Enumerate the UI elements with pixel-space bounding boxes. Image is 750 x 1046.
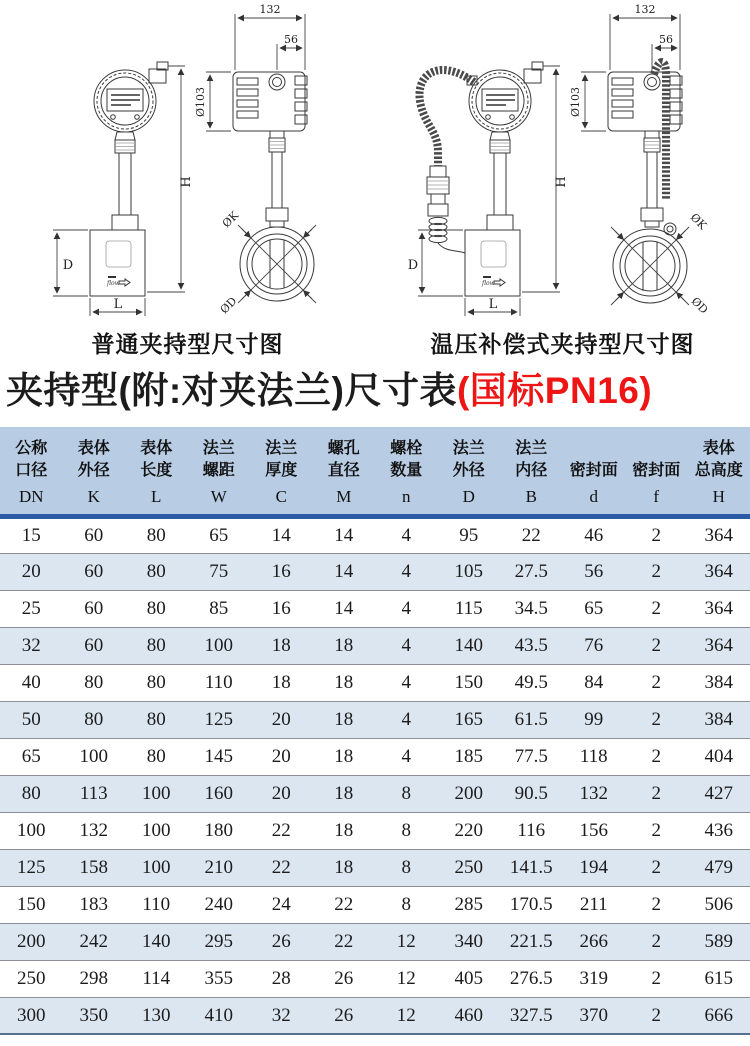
flexible-conduit: [419, 70, 474, 166]
table-cell: 210: [188, 849, 251, 886]
table-cell: 4: [375, 627, 438, 664]
table-cell: 80: [63, 664, 126, 701]
table-row: [0, 886, 750, 923]
table-cell: 26: [313, 997, 376, 1034]
table-cell: 2: [625, 775, 688, 812]
table-cell: 364: [688, 627, 750, 664]
table-cell: 84: [563, 664, 626, 701]
page-title: [6, 362, 750, 419]
table-cell: 8: [375, 886, 438, 923]
table-cell: 130: [125, 997, 188, 1034]
table-cell: 32: [250, 997, 313, 1034]
table-cell: 2: [625, 812, 688, 849]
column-header: 表体 总高度 H: [688, 427, 750, 516]
table-cell: 113: [63, 775, 126, 812]
table-cell: 24: [250, 886, 313, 923]
front-view-compensated: [408, 62, 569, 316]
table-cell: 384: [688, 701, 750, 738]
table-row: [0, 664, 750, 701]
table-cell: 300: [0, 997, 63, 1034]
table-cell: 404: [688, 738, 750, 775]
dim-body-length: L: [488, 297, 498, 312]
table-cell: 85: [188, 590, 251, 627]
table-cell: 20: [250, 701, 313, 738]
table-cell: 43.5: [500, 627, 563, 664]
table-cell: 141.5: [500, 849, 563, 886]
dim-width-inner: 56: [659, 33, 673, 46]
table-cell: 220: [438, 812, 501, 849]
table-cell: 80: [125, 627, 188, 664]
table-cell: 250: [438, 849, 501, 886]
dim-width-inner: 56: [284, 33, 298, 46]
figure-captions: [0, 326, 750, 358]
table-cell: 194: [563, 849, 626, 886]
table-cell: 60: [84, 524, 104, 546]
table-cell: 49.5: [500, 664, 563, 701]
table-cell: 26: [250, 923, 313, 960]
table-cell: 165: [438, 701, 501, 738]
table-cell: 4: [375, 738, 438, 775]
table-cell: 185: [438, 738, 501, 775]
table-cell: 132: [563, 775, 626, 812]
table-row: [0, 775, 750, 812]
flow-label: flow: [482, 280, 495, 287]
table-cell: 2: [651, 524, 661, 546]
table-cell: 242: [63, 923, 126, 960]
page-title-standard: (国标PN16): [456, 370, 653, 411]
column-header: 螺孔 直径 M: [313, 427, 376, 516]
table-cell: 22: [313, 886, 376, 923]
table-cell: 18: [250, 627, 313, 664]
table-cell: 4: [375, 701, 438, 738]
table-cell: 319: [563, 960, 626, 997]
compensated-clamp-caption: 温压补偿式夹持型尺寸图: [430, 330, 695, 357]
dim-dia-d: ØD: [217, 294, 240, 317]
dim-dia-housing: Ø103: [194, 86, 207, 118]
table-cell: 2: [625, 997, 688, 1034]
table-cell: 2: [625, 664, 688, 701]
table-cell: 12: [375, 997, 438, 1034]
table-cell: 118: [563, 738, 626, 775]
side-view-ordinary: [194, 3, 316, 316]
side-view-compensated: [569, 3, 711, 317]
dim-body-length: L: [113, 297, 123, 312]
table-cell: 132: [63, 812, 126, 849]
table-cell: 4: [375, 590, 438, 627]
table-cell: 2: [625, 738, 688, 775]
table-cell: 40: [0, 664, 63, 701]
table-cell: 405: [438, 960, 501, 997]
table-cell: 364: [704, 524, 733, 546]
table-cell: 60: [63, 627, 126, 664]
dimension-table-header-row: [0, 427, 750, 516]
table-row: [0, 627, 750, 664]
table-cell: 410: [188, 997, 251, 1034]
table-cell: 427: [688, 775, 750, 812]
table-cell: 2: [625, 886, 688, 923]
table-cell: 12: [375, 960, 438, 997]
table-cell: 76: [563, 627, 626, 664]
table-cell: 370: [563, 997, 626, 1034]
table-cell: 32: [0, 627, 63, 664]
dimension-table: [0, 427, 750, 1035]
table-cell: 2: [625, 553, 688, 590]
eyelet-ring: [664, 223, 676, 235]
table-cell: 150: [438, 664, 501, 701]
table-cell: 350: [63, 997, 126, 1034]
sight-glass: [644, 74, 660, 90]
table-cell: 211: [563, 886, 626, 923]
table-cell: 22: [521, 524, 541, 546]
table-cell: 15: [21, 524, 41, 546]
table-cell: 140: [438, 627, 501, 664]
table-cell: 25: [0, 590, 63, 627]
table-cell: 99: [563, 701, 626, 738]
table-cell: 160: [188, 775, 251, 812]
table-cell: 27.5: [500, 553, 563, 590]
table-cell: 20: [0, 553, 63, 590]
stem: [494, 153, 506, 215]
table-row: [0, 553, 750, 590]
table-cell: 28: [250, 960, 313, 997]
table-cell: 14: [313, 590, 376, 627]
table-cell: 298: [63, 960, 126, 997]
column-header: 密封面 f: [625, 427, 688, 516]
table-cell: 12: [375, 923, 438, 960]
table-cell: 125: [188, 701, 251, 738]
table-row: [0, 590, 750, 627]
table-cell: 18: [313, 812, 376, 849]
compensated-clamp-figure: [375, 0, 750, 326]
dimension-table-head: [0, 427, 750, 516]
table-cell: 75: [188, 553, 251, 590]
column-header: 密封面 d: [563, 427, 626, 516]
table-cell: 221.5: [500, 923, 563, 960]
table-cell: 46: [584, 524, 604, 546]
column-header: 公称 口径 DN: [0, 427, 63, 516]
ordinary-clamp-caption: 普通夹持型尺寸图: [91, 330, 284, 357]
table-cell: 8: [375, 849, 438, 886]
table-cell: 14: [271, 524, 291, 546]
sight-glass: [269, 74, 285, 90]
dim-width-top: 132: [634, 3, 656, 16]
table-cell: 50: [0, 701, 63, 738]
table-cell: 34.5: [500, 590, 563, 627]
column-header: 法兰 外径 D: [438, 427, 501, 516]
table-cell: 327.5: [500, 997, 563, 1034]
table-cell: 364: [688, 590, 750, 627]
column-header: 法兰 螺距 W: [188, 427, 251, 516]
table-cell: 80: [125, 590, 188, 627]
figures-section: [0, 0, 750, 326]
table-row: [0, 701, 750, 738]
dim-dia-housing: Ø103: [569, 86, 582, 118]
table-row: [0, 923, 750, 960]
table-cell: 183: [63, 886, 126, 923]
table-cell: 479: [688, 849, 750, 886]
table-cell: 77.5: [500, 738, 563, 775]
table-cell: 61.5: [500, 701, 563, 738]
table-cell: 100: [188, 627, 251, 664]
table-cell: 8: [375, 775, 438, 812]
table-cell: 589: [688, 923, 750, 960]
table-cell: 18: [313, 849, 376, 886]
table-cell: 110: [125, 886, 188, 923]
table-cell: 436: [688, 812, 750, 849]
table-cell: 22: [250, 812, 313, 849]
pressure-fitting: [427, 166, 465, 253]
front-view-ordinary: [53, 62, 194, 316]
table-cell: 4: [375, 664, 438, 701]
table-cell: 14: [334, 524, 354, 546]
table-cell: 2: [625, 701, 688, 738]
table-cell: 145: [188, 738, 251, 775]
table-row: [0, 516, 750, 553]
table-cell: 16: [250, 553, 313, 590]
table-cell: 65: [209, 524, 229, 546]
table-cell: 615: [688, 960, 750, 997]
table-cell: 80: [146, 524, 166, 546]
table-cell: 100: [125, 775, 188, 812]
table-cell: 285: [438, 886, 501, 923]
dim-body-depth: D: [407, 258, 419, 273]
table-cell: 18: [313, 775, 376, 812]
table-cell: 180: [188, 812, 251, 849]
table-cell: 20: [250, 775, 313, 812]
dim-height: H: [179, 176, 194, 188]
table-cell: 18: [313, 627, 376, 664]
table-cell: 100: [0, 812, 63, 849]
table-row: [0, 849, 750, 886]
table-cell: 100: [125, 849, 188, 886]
table-cell: 80: [0, 775, 63, 812]
table-cell: 250: [0, 960, 63, 997]
table-cell: 18: [313, 701, 376, 738]
table-cell: 2: [625, 960, 688, 997]
table-cell: 364: [688, 553, 750, 590]
table-cell: 384: [688, 664, 750, 701]
table-cell: 26: [313, 960, 376, 997]
table-cell: 80: [63, 701, 126, 738]
ordinary-clamp-figure: [0, 0, 375, 326]
table-cell: 100: [63, 738, 126, 775]
table-cell: 266: [563, 923, 626, 960]
table-cell: 340: [438, 923, 501, 960]
dim-dia-k: ØK: [687, 210, 710, 233]
table-row: [0, 960, 750, 997]
table-cell: 105: [438, 553, 501, 590]
table-cell: 2: [625, 849, 688, 886]
table-cell: 18: [250, 664, 313, 701]
page-title-main: 夹持型(附:对夹法兰)尺寸表: [6, 370, 457, 411]
table-cell: 65: [563, 590, 626, 627]
table-cell: 114: [125, 960, 188, 997]
column-header: 螺栓 数量 n: [375, 427, 438, 516]
table-cell: 150: [0, 886, 63, 923]
table-cell: 20: [250, 738, 313, 775]
dim-height: H: [554, 176, 569, 188]
dim-body-depth: D: [62, 258, 74, 273]
table-cell: 355: [188, 960, 251, 997]
table-cell: 100: [125, 812, 188, 849]
table-cell: 4: [401, 524, 411, 546]
table-cell: 16: [250, 590, 313, 627]
table-cell: 276.5: [500, 960, 563, 997]
table-cell: 22: [313, 923, 376, 960]
table-cell: 18: [313, 664, 376, 701]
dim-dia-d: ØD: [688, 294, 711, 317]
table-cell: 60: [63, 590, 126, 627]
stem: [119, 153, 131, 215]
table-cell: 125: [0, 849, 63, 886]
table-cell: 156: [563, 812, 626, 849]
dim-width-top: 132: [259, 3, 281, 16]
table-cell: 115: [438, 590, 501, 627]
table-cell: 14: [313, 553, 376, 590]
table-cell: 18: [313, 738, 376, 775]
table-cell: 80: [125, 664, 188, 701]
table-row: [0, 997, 750, 1034]
table-cell: 2: [625, 627, 688, 664]
table-cell: 116: [500, 812, 563, 849]
table-cell: 200: [438, 775, 501, 812]
flow-label: flow: [107, 280, 120, 287]
column-header: 表体 长度 L: [125, 427, 188, 516]
dimension-table-body: [0, 516, 750, 1034]
table-row: [0, 812, 750, 849]
table-cell: 170.5: [500, 886, 563, 923]
column-header: 法兰 厚度 C: [250, 427, 313, 516]
column-header: 法兰 内径 B: [500, 427, 563, 516]
table-cell: 80: [125, 738, 188, 775]
table-cell: 460: [438, 997, 501, 1034]
table-cell: 140: [125, 923, 188, 960]
table-cell: 666: [688, 997, 750, 1034]
table-cell: 295: [188, 923, 251, 960]
table-cell: 80: [125, 553, 188, 590]
table-cell: 60: [63, 553, 126, 590]
table-cell: 8: [375, 812, 438, 849]
dim-dia-k: ØK: [219, 208, 242, 231]
table-cell: 80: [125, 701, 188, 738]
table-cell: 240: [188, 886, 251, 923]
table-cell: 110: [188, 664, 251, 701]
table-cell: 56: [563, 553, 626, 590]
table-cell: 65: [0, 738, 63, 775]
column-header: 表体 外径 K: [63, 427, 126, 516]
table-cell: 90.5: [500, 775, 563, 812]
table-cell: 22: [250, 849, 313, 886]
table-cell: 200: [0, 923, 63, 960]
table-cell: 4: [375, 553, 438, 590]
table-cell: 2: [625, 923, 688, 960]
table-row: [0, 738, 750, 775]
table-cell: 2: [625, 590, 688, 627]
table-cell: 506: [688, 886, 750, 923]
table-cell: 95: [459, 524, 479, 546]
table-cell: 158: [63, 849, 126, 886]
